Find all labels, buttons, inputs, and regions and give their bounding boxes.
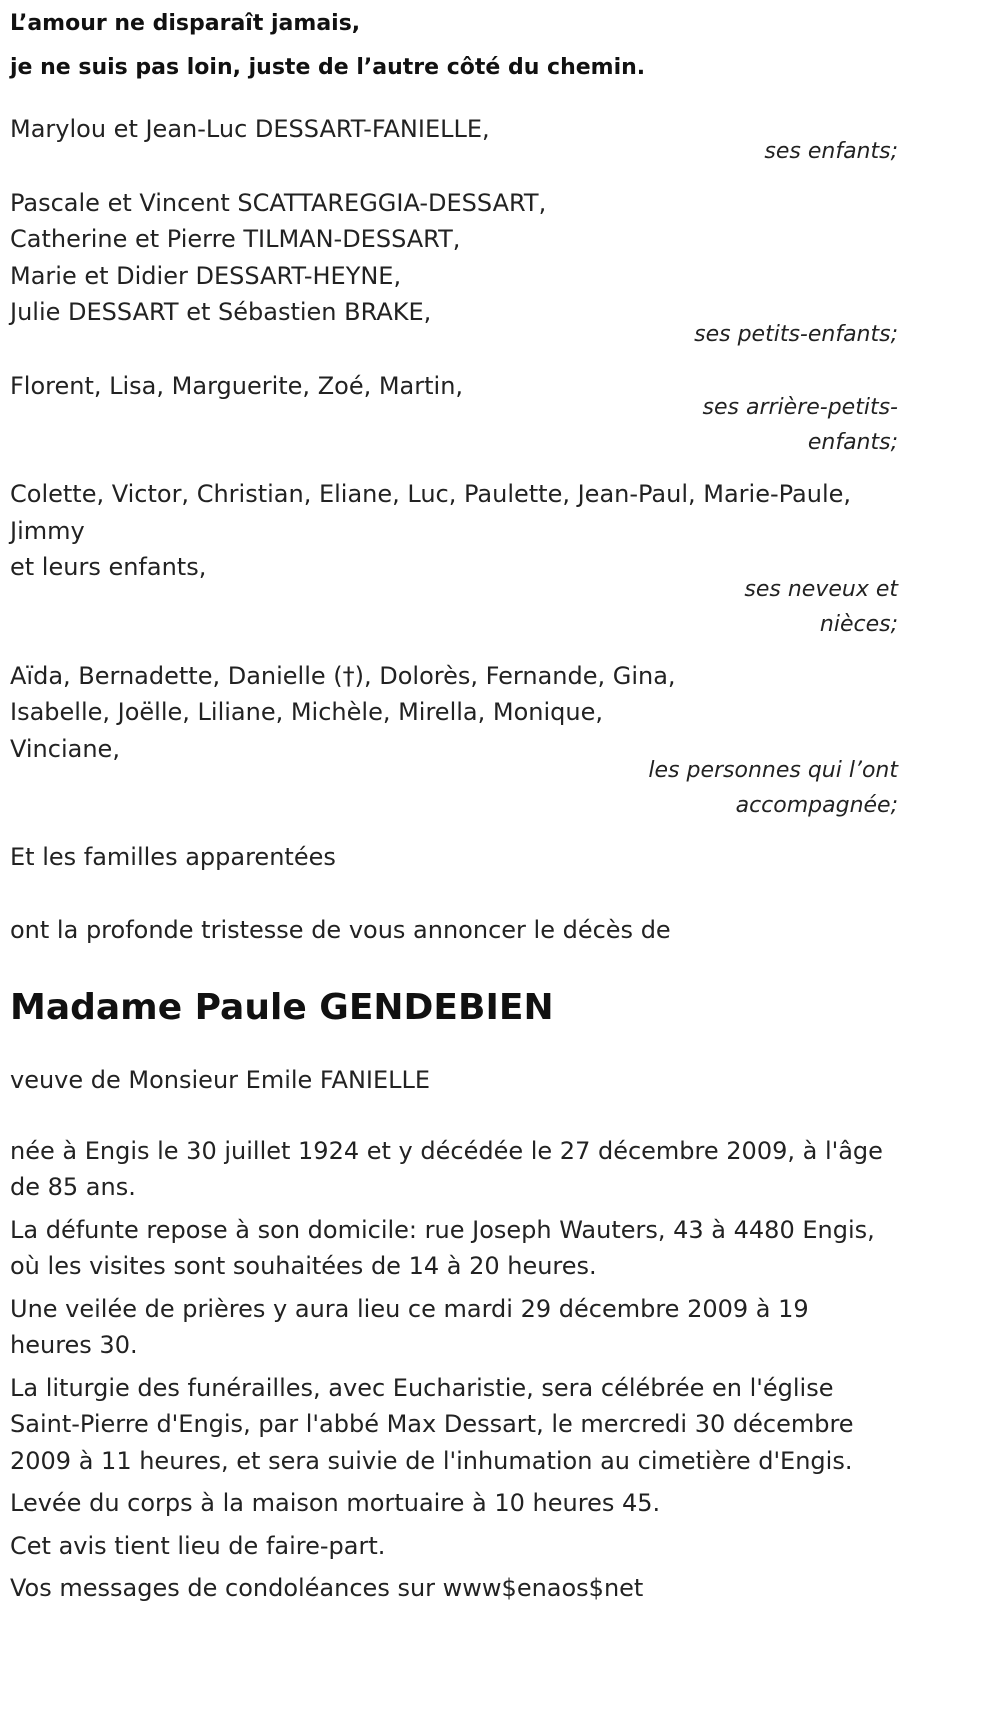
details xyxy=(10,1133,898,1607)
funeral-info: La liturgie des funérailles, avec Eucharistie, sera célébrée en l'église Saint-Pierre d'Engis, par l'abbé Max Dessart, le mercredi 30 décembre 2009 à 11 heures, et sera suivie de l'inhumation au cimetière d'Engis. xyxy=(10,1373,854,1475)
grandchildren-name: Marie et Didier DESSART-HEYNE, xyxy=(10,261,402,290)
children-names: Marylou et Jean-Luc DESSART-FANIELLE, xyxy=(10,115,490,143)
companions-name: Isabelle, Joëlle, Liliane, Michèle, Mirella, Monique, xyxy=(10,698,603,726)
grandchildren-relation: ses petits-enfants; xyxy=(694,321,898,347)
condolences-info: Vos messages de condoléances sur www$enaos$net xyxy=(10,1574,644,1602)
birth-death-info: née à Engis le 30 juillet 1924 et y décédée le 27 décembre 2009, à l'âge de 85 ans. xyxy=(10,1136,883,1201)
nephews-children: et leurs enfants, xyxy=(10,553,207,581)
verse-line-1: L’amour ne disparaît jamais, xyxy=(10,11,361,36)
related-families: Et les familles apparentées xyxy=(10,843,336,871)
children-relation: ses enfants; xyxy=(764,138,898,164)
announcement: ont la profonde tristesse de vous annoncer le décès de xyxy=(10,915,671,944)
verse xyxy=(10,0,898,93)
companions-name: Vinciane, xyxy=(10,734,120,763)
nephews-names: Colette, Victor, Christian, Eliane, Luc, Paulette, Jean-Paul, Marie-Paule, Jimmy xyxy=(10,480,852,545)
verse-line-2: je ne suis pas loin, juste de l’autre côté du chemin. xyxy=(10,55,646,80)
nephews-group xyxy=(10,476,898,642)
grandchildren-name: Catherine et Pierre TILMAN-DESSART, xyxy=(10,225,461,253)
great-grandchildren-names: Florent, Lisa, Marguerite, Zoé, Martin, xyxy=(10,371,464,400)
great-grandchildren-relation: ses arrière-petits-enfants; xyxy=(702,395,898,455)
companions-group xyxy=(10,658,898,824)
grandchildren-group xyxy=(10,185,898,352)
vigil-info: Une veilée de prières y aura lieu ce mardi 29 décembre 2009 à 19 heures 30. xyxy=(10,1294,809,1359)
grandchildren-name: Julie DESSART et Sébastien BRAKE, xyxy=(10,298,432,326)
notice-info: Cet avis tient lieu de faire-part. xyxy=(10,1531,386,1560)
visitation-info: La défunte repose à son domicile: rue Joseph Wauters, 43 à 4480 Engis, où les visites sont souhaitées de 14 à 20 heures. xyxy=(10,1215,875,1280)
obituary-column xyxy=(10,0,898,1607)
companions-relation: les personnes qui l’ont accompagnée; xyxy=(648,758,898,818)
companions-name: Aïda, Bernadette, Danielle (†), Dolorès, Fernande, Gina, xyxy=(10,661,676,690)
deceased-name: Madame Paule GENDEBIEN xyxy=(10,987,554,1028)
nephews-relation: ses neveux et nièces; xyxy=(744,576,898,637)
body-removal-info: Levée du corps à la maison mortuaire à 10 heures 45. xyxy=(10,1489,661,1517)
grandchildren-name: Pascale et Vincent SCATTAREGGIA-DESSART, xyxy=(10,188,547,217)
great-grandchildren-group xyxy=(10,368,898,461)
widow-of: veuve de Monsieur Emile FANIELLE xyxy=(10,1066,431,1094)
children-group xyxy=(10,111,898,169)
